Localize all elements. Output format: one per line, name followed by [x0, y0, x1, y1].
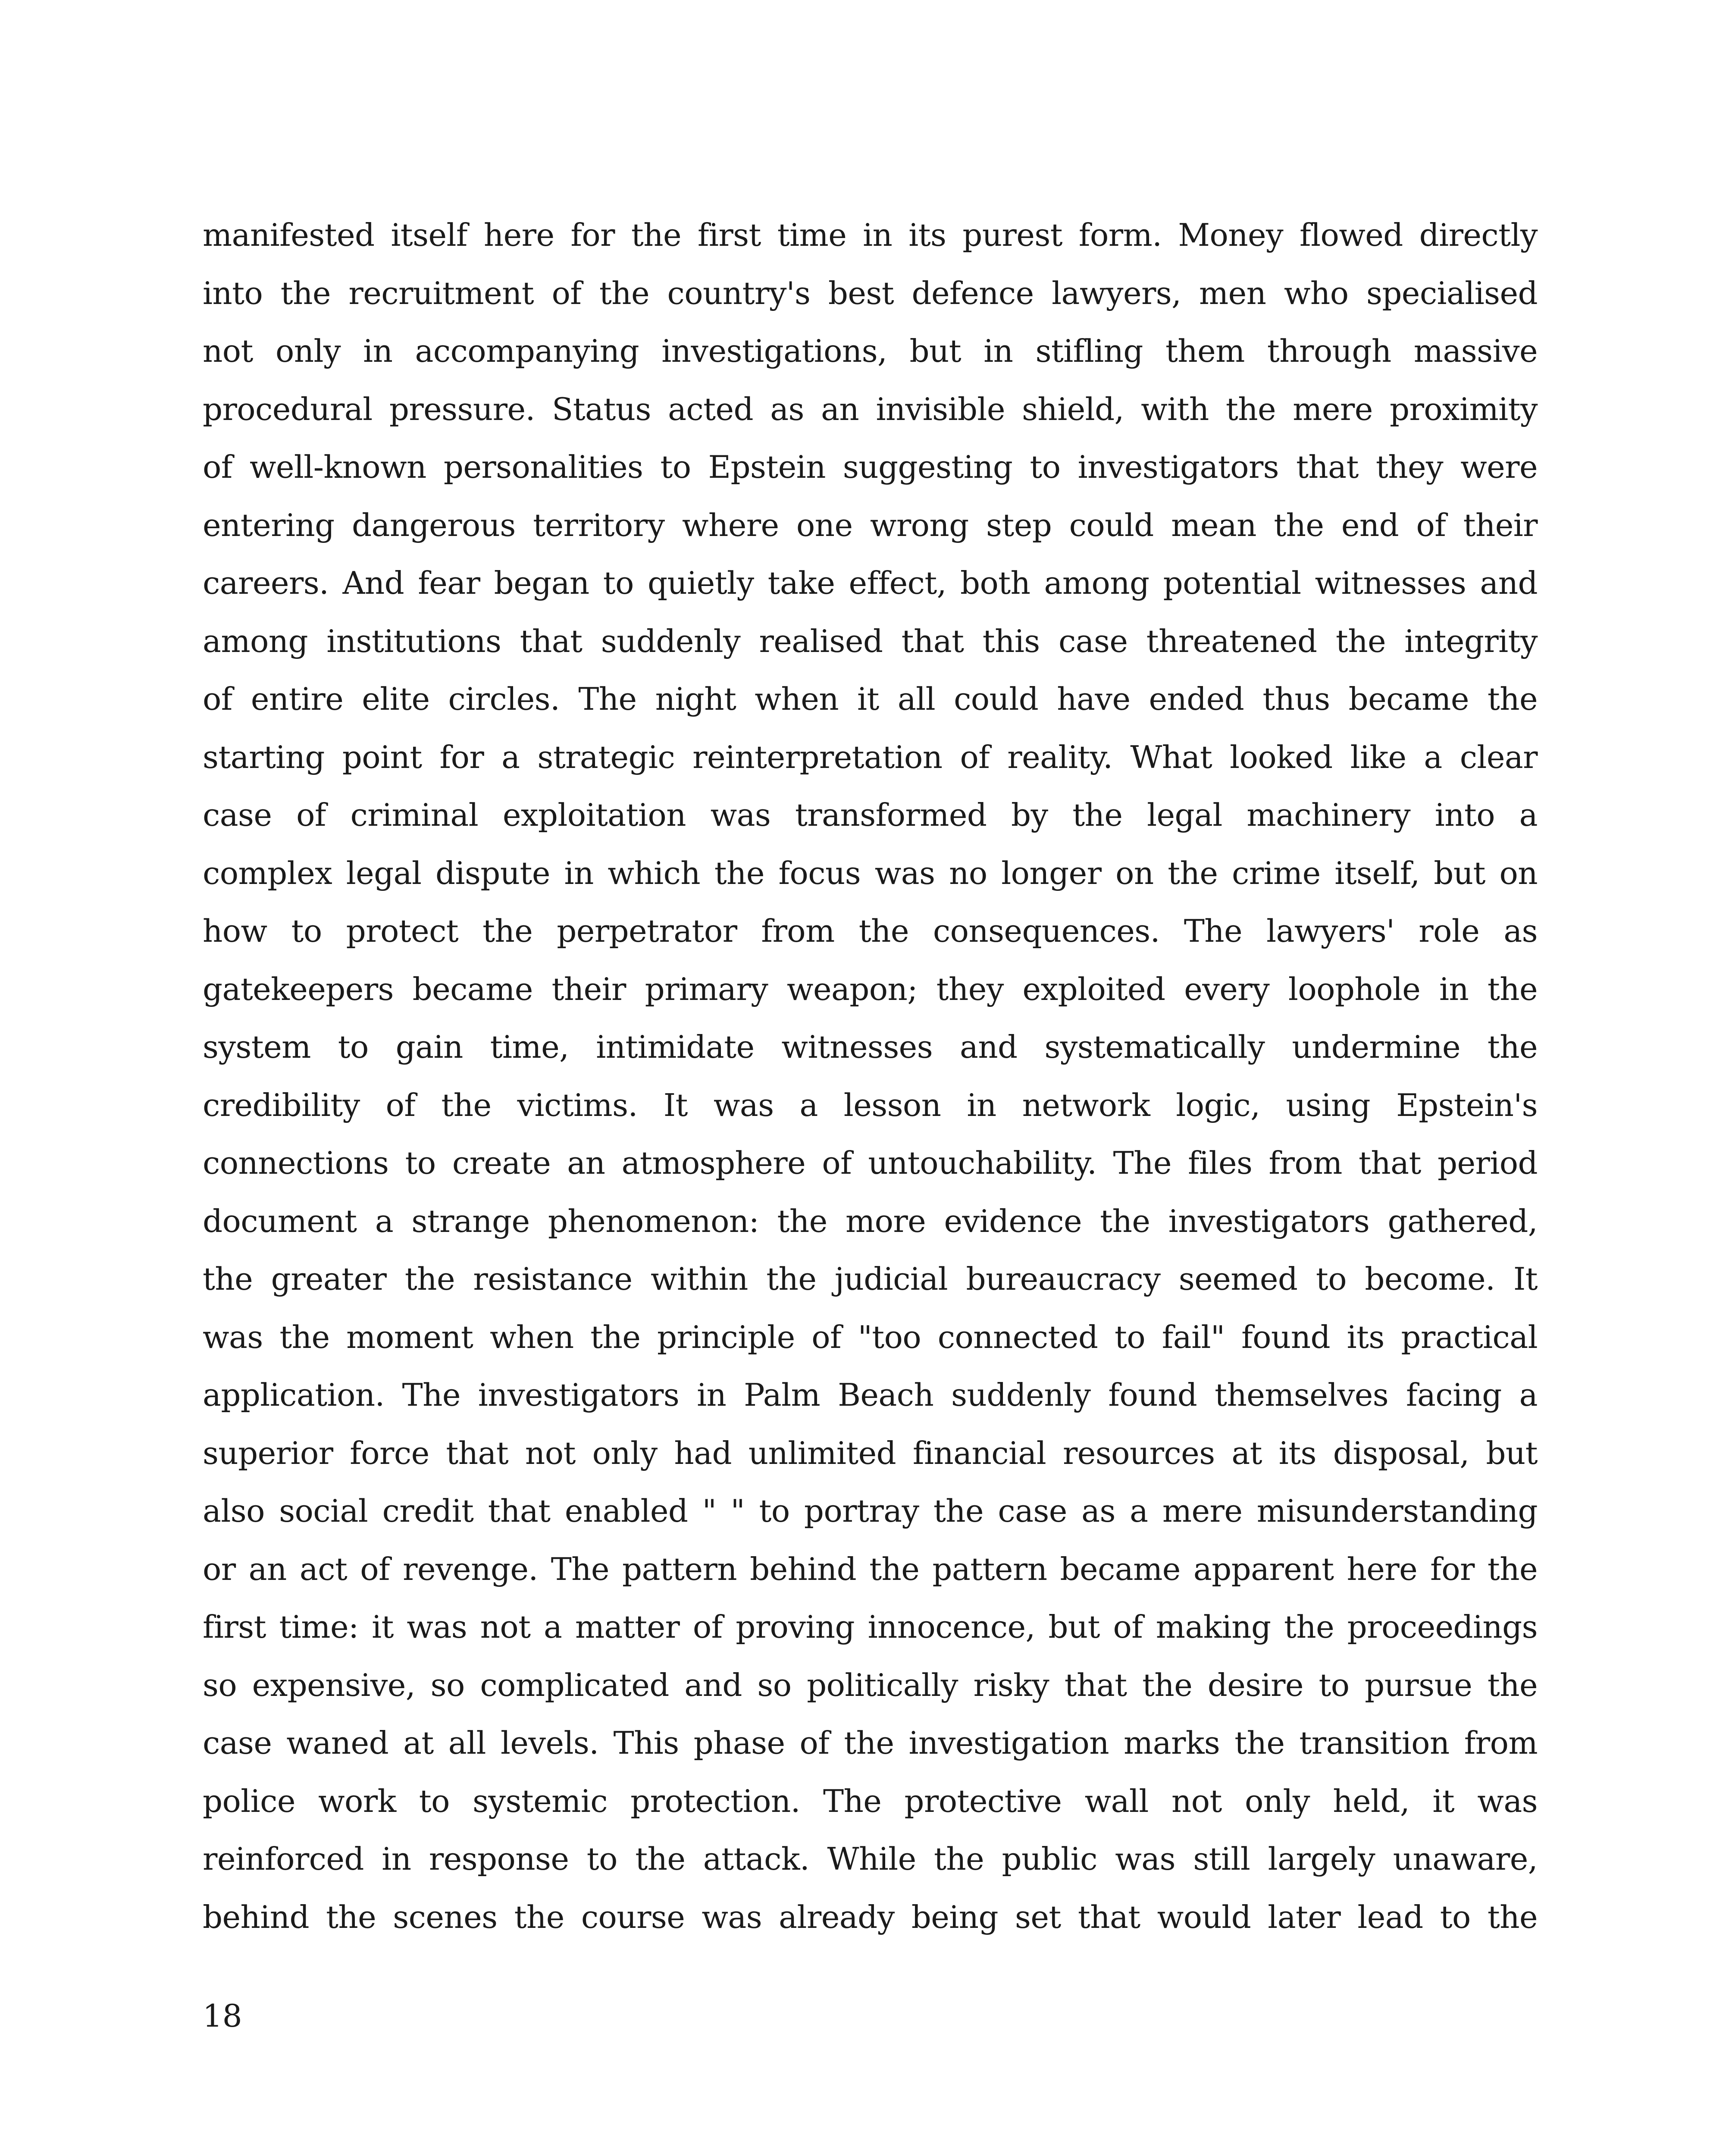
text-line: entering dangerous territory where one wrong step could mean the end of their — [203, 507, 1538, 543]
text-line: superior force that not only had unlimited financial resources at its disposal, but — [203, 1435, 1538, 1471]
text-line: the greater the resistance within the judicial bureaucracy seemed to become. It — [203, 1261, 1538, 1297]
text-line: gatekeepers became their primary weapon; they exploited every loophole in the — [203, 971, 1538, 1007]
text-line: so expensive, so complicated and so politically risky that the desire to pursue the — [203, 1667, 1538, 1703]
text-line: system to gain time, intimidate witnesses and systematically undermine the — [203, 1029, 1538, 1065]
text-line: police work to systemic protection. The protective wall not only held, it was — [203, 1783, 1538, 1819]
text-line: application. The investigators in Palm Beach suddenly found themselves facing a — [203, 1377, 1538, 1413]
text-line: also social credit that enabled " " to portray the case as a mere misunderstanding — [203, 1493, 1538, 1529]
text-line: not only in accompanying investigations, but in stifling them through massive — [203, 333, 1538, 369]
text-line: procedural pressure. Status acted as an invisible shield, with the mere proximity — [203, 391, 1538, 427]
text-line: of well-known personalities to Epstein suggesting to investigators that they were — [203, 449, 1538, 485]
text-line: manifested itself here for the first time in its purest form. Money flowed directly — [203, 217, 1538, 253]
text-line: of entire elite circles. The night when it all could have ended thus became the — [203, 681, 1538, 717]
text-line: or an act of revenge. The pattern behind the pattern became apparent here for the — [203, 1551, 1538, 1587]
text-line: case of criminal exploitation was transformed by the legal machinery into a — [203, 797, 1538, 833]
text-line: case waned at all levels. This phase of the investigation marks the transition from — [203, 1725, 1538, 1761]
page-number: 18 — [203, 1998, 242, 2034]
text-line: credibility of the victims. It was a lesson in network logic, using Epstein's — [203, 1087, 1538, 1123]
text-line: was the moment when the principle of "too connected to fail" found its practical — [203, 1319, 1538, 1355]
text-line: complex legal dispute in which the focus was no longer on the crime itself, but on — [203, 855, 1538, 891]
text-line: connections to create an atmosphere of untouchability. The files from that period — [203, 1145, 1538, 1181]
text-line: into the recruitment of the country's best defence lawyers, men who specialised — [203, 275, 1538, 311]
text-line: how to protect the perpetrator from the consequences. The lawyers' role as — [203, 913, 1538, 949]
text-line: reinforced in response to the attack. While the public was still largely unaware, — [203, 1841, 1538, 1877]
text-line: starting point for a strategic reinterpretation of reality. What looked like a clear — [203, 739, 1538, 775]
body-paragraph — [203, 206, 1538, 1946]
text-line: first time: it was not a matter of proving innocence, but of making the proceedings — [203, 1609, 1538, 1645]
text-line: careers. And fear began to quietly take effect, both among potential witnesses and — [203, 565, 1538, 601]
text-line: among institutions that suddenly realised that this case threatened the integrity — [203, 623, 1538, 659]
text-line: behind the scenes the course was already being set that would later lead to the — [203, 1899, 1538, 1935]
text-line: document a strange phenomenon: the more evidence the investigators gathered, — [203, 1203, 1538, 1239]
